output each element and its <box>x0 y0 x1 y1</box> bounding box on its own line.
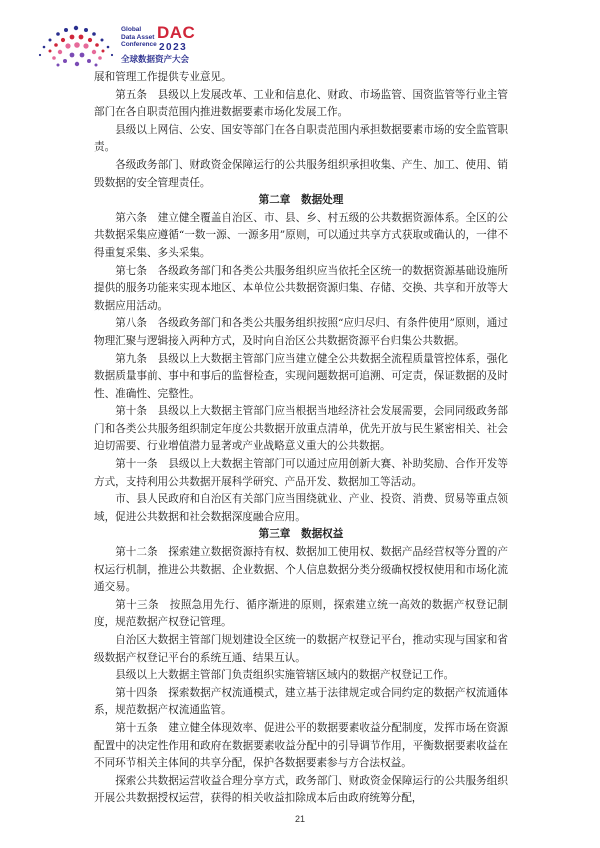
dot-globe-icon <box>36 24 116 70</box>
article-paragraph: 展和管理工作提供专业意见。 <box>94 71 232 83</box>
document-body <box>94 69 508 808</box>
article-paragraph: 第十二条 探索建立数据资源持有权、数据加工使用权、数据产品经营权等分置的产权运行机制，推进公共数据、企业数据、个人信息数据分类分级确权授权使用和市场化流通交易。 <box>94 546 508 594</box>
article-paragraph: 第九条 县级以上大数据主管部门应当建立健全公共数据全流程质量管控体系，强化数据质量事前、事中和事后的监督检查，实现问题数据可追溯、可定责，保证数据的及时性、准确性、完整性。 <box>94 352 508 400</box>
article-paragraph: 第八条 各级政务部门和各类公共服务组织按照“应归尽归、有条件使用”原则，通过物理汇聚与逻辑接入两种方式，及时向自治区公共数据资源平台归集公共数据。 <box>94 317 508 347</box>
article-paragraph: 第六条 建立健全覆盖自治区、市、县、乡、村五级的公共数据资源体系。全区的公共数据采集应遵循“一数一源、一源多用”原则，可以通过共享方式获取或确认的，一律不得重复采集、多头采集。 <box>94 211 508 259</box>
article-paragraph: 自治区大数据主管部门规划建设全区统一的数据产权登记平台，推动实现与国家和省级数据产权登记平台的系统互通、结果互认。 <box>94 634 508 664</box>
logo-chinese-name: 全球数据资产大会 <box>121 55 190 65</box>
article-paragraph: 县级以上网信、公安、国安等部门在各自职责范围内承担数据要素市场的安全监管职责。 <box>94 123 508 154</box>
article-paragraph: 县级以上大数据主管部门负责组织实施管辖区域内的数据产权登记工作。 <box>115 669 455 682</box>
logo-dac: DAC <box>157 23 196 42</box>
logo-english-name: Global Data Asset Conference <box>121 26 157 48</box>
article-paragraph: 第七条 各级政务部门和各类公共服务组织应当依托全区统一的数据资源基础设施所提供的服务功能来实现本地区、本单位公共数据资源归集、存储、交换、共享和开放等大数据应用活动。 <box>94 264 508 312</box>
article-paragraph: 探索公共数据运营收益合理分享方式，政务部门、财政资金保障运行的公共服务组织开展公共数据授权运营，获得的相关收益扣除成本后由政府统筹分配， <box>94 774 508 805</box>
article-paragraph: 各级政务部门、财政资金保障运行的公共服务组织承担收集、产生、加工、使用、销毁数据的安全管理责任。 <box>94 158 508 189</box>
article-paragraph: 市、县人民政府和自治区有关部门应当围绕就业、产业、投资、消费、贸易等重点领域，促进公共数据和社会数据深度融合应用。 <box>94 493 508 523</box>
article-paragraph: 第十一条 县级以上大数据主管部门可以通过应用创新大赛、补助奖励、合作开发等方式，支持利用公共数据开展科学研究、产品开发、数据加工等活动。 <box>94 458 508 488</box>
article-paragraph: 第十五条 建立健全体现效率、促进公平的数据要素收益分配制度，发挥市场在资源配置中的决定性作用和政府在数据要素收益分配中的引导调节作用，平衡数据要素收益在不同环节相关主体间的共享分配，保护各数据要素参与方合法权益。 <box>94 721 508 770</box>
chapter-heading: 第三章 数据权益 <box>258 528 344 541</box>
article-paragraph: 第十三条 按照急用先行、循序渐进的原则，探索建立统一高效的数据产权登记制度，规范数据产权登记管理。 <box>94 598 508 629</box>
conference-logo <box>36 24 256 70</box>
article-paragraph: 第十条 县级以上大数据主管部门应当根据当地经济社会发展需要，会同同级政务部门和各类公共服务组织制定年度公共数据开放重点清单，优先开放与民生紧密相关、社会迫切需要、行业增值潜力显著或产业战略意义重大的公共数据。 <box>94 405 508 453</box>
article-paragraph: 第五条 县级以上发展改革、工业和信息化、财政、市场监管、国资监管等行业主管部门在各自职责范围内推进数据要素市场化发展工作。 <box>94 88 508 119</box>
page-number: 21 <box>294 814 305 824</box>
article-paragraph: 第十四条 探索数据产权流通模式，建立基于法律规定或合同约定的数据产权流通体系，规范数据产权流通监管。 <box>94 686 508 717</box>
chapter-heading: 第二章 数据处理 <box>258 194 344 207</box>
logo-year: 2023 <box>159 42 188 53</box>
